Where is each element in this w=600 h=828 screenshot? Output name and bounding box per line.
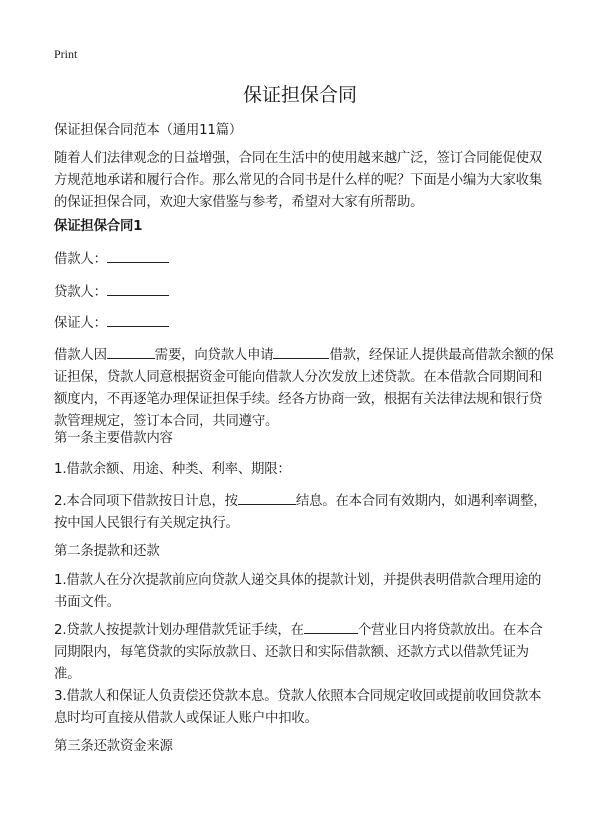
- document-subtitle: 保证担保合同范本（通用11篇）: [54, 123, 243, 138]
- article1-heading: 第一条主要借款内容: [54, 431, 173, 446]
- article2-item1: 1.借款人在分次提款前应向贷款人递交具体的提款计划，并提供表明借款合理用途的书面文件。: [54, 573, 542, 610]
- preamble-paragraph: [54, 344, 554, 433]
- section-heading: 保证担保合同1: [54, 219, 143, 234]
- interest-settlement-blank: [238, 490, 296, 505]
- article2-heading: 第二条提款和还款: [54, 544, 160, 559]
- preamble-text-1: 借款人因: [54, 348, 107, 363]
- article2-item2: [54, 619, 554, 686]
- preamble-text-2: 需要，向贷款人申请: [154, 348, 274, 363]
- guarantor-line: [54, 312, 554, 335]
- article1-item1: 1.借款余额、用途、种类、利率、期限：: [54, 462, 291, 477]
- article3-heading: 第三条还款资金来源: [54, 739, 173, 754]
- purpose-blank: [107, 344, 155, 359]
- article2-item3: 3.借款人和保证人负责偿还贷款本息。贷款人依照本合同规定收回或提前收回贷款本息时均可直接从借款人或保证人账户中扣收。: [54, 689, 542, 726]
- article2-item2-text-1: 2.贷款人按提款计划办理借款凭证手续，在: [54, 623, 304, 638]
- lender-blank: [107, 281, 169, 296]
- lender-label: 贷款人：: [54, 285, 107, 300]
- borrower-blank: [107, 248, 169, 263]
- article1-item2: [54, 490, 554, 535]
- borrower-label: 借款人：: [54, 252, 107, 267]
- intro-paragraph: 随着人们法律观念的日益增强，合同在生活中的使用越来越广泛，签订合同能促使双方规范地承诺和履行合作。那么常见的合同书是什么样的呢？下面是小编为大家收集的保证担保合同，欢迎大家借鉴与参考，希望对大家有所帮助。: [54, 151, 543, 210]
- guarantor-label: 保证人：: [54, 316, 107, 331]
- lender-line: [54, 281, 554, 304]
- document-title: 保证担保合同: [242, 84, 357, 106]
- article2-item2-text-2: 个营业日内将贷款放出。在本合同期限内，每笔贷款的实际放款日、还款日和实际借款额、还款方式以借款凭证为准。: [54, 623, 543, 682]
- business-days-blank: [304, 619, 358, 634]
- borrower-line: [54, 248, 554, 271]
- guarantor-blank: [107, 312, 169, 327]
- article1-item2-text-1: 2.本合同项下借款按日计息，按: [54, 494, 238, 509]
- amount-blank: [273, 344, 329, 359]
- article1-item2-text-2: 结息。在本合同有效期内，如遇利率调整，按中国人民银行有关规定执行。: [54, 494, 547, 531]
- print-link[interactable]: Print: [54, 47, 78, 61]
- preamble-text-3: 借款，经保证人提供最高借款余额的保证担保，贷款人同意根据资金可能向借款人分次发放上述贷款。在本借款合同期间和额度内，不再逐笔办理保证担保手续。经各方协商一致，根据有关法律法规和银行贷款管理规定，签订本合同，共同遵守。: [54, 348, 554, 429]
